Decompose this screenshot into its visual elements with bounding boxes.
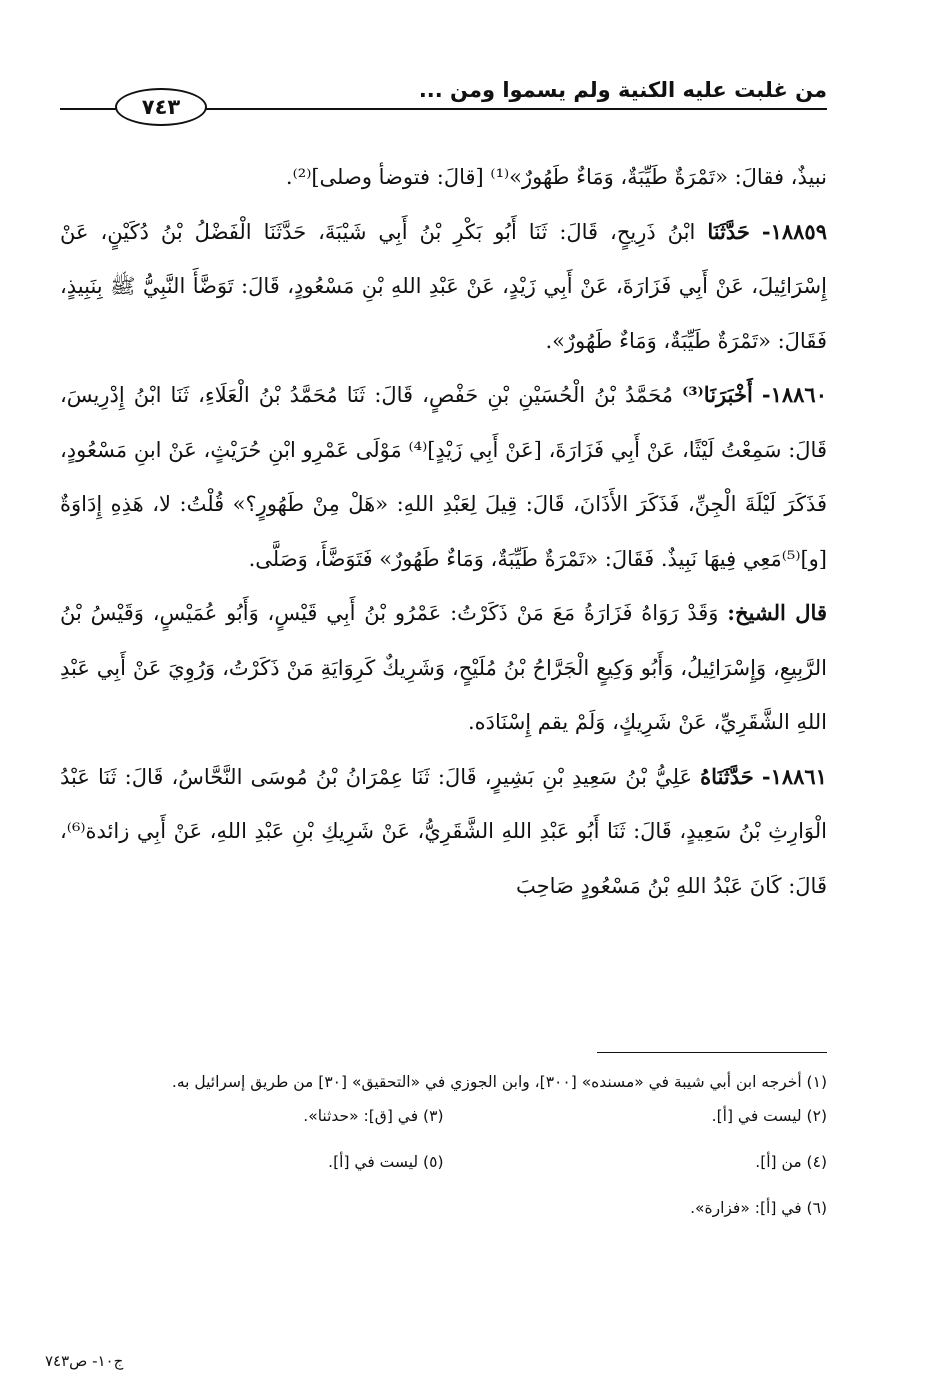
sheikh-comment: [60, 586, 827, 750]
hadith-18859: [60, 205, 827, 369]
running-head: من غلبت عليه الكنية ولم يسموا ومن ...: [418, 78, 827, 102]
hadith-text: مُحَمَّدُ بْنُ الْحُسَيْنِ بْنِ حَفْصٍ، قَالَ: ثَنَا مُحَمَّدُ بْنُ الْعَلَاءِ، ثَنَا ابْنُ إِدْرِيسَ، قَالَ: سَمِعْتُ لَيْثًا، عَنْ أَبِي فَزَارَةَ، [عَنْ أَبِي زَيْدٍ]⁽⁴⁾ مَوْلَى عَمْرِو ابْنِ حُرَيْثٍ، عَنْ ابنِ مَسْعُودٍ، فَذَكَرَ لَيْلَةَ الْجِنِّ، فَذَكَرَ الأَذَانَ، قَالَ: قِيلَ لِعَبْدِ اللهِ: «هَلْ مِنْ طَهُورٍ؟» قُلْتُ: لا، هَذِهِ إِدَاوَةٌ [و]⁽⁵⁾مَعِي فِيهَا نَبِيذٌ. فَقَالَ: «تَمْرَةٌ طَيِّبَةٌ، وَمَاءٌ طَهُورٌ» فَتَوَضَّأَ، وَصَلَّى.: [60, 383, 827, 571]
paragraph-text: نبيذٌ، فقالَ: «تَمْرَةٌ طَيِّبَةٌ، وَمَاءٌ طَهُورٌ»⁽¹⁾ [قالَ: فتوضأ وصلى]⁽²⁾.: [285, 165, 827, 189]
page-number: ٧٤٣: [115, 88, 207, 126]
hadith-number: ١٨٨٦١-: [761, 763, 827, 789]
footnote-3: (٣) في [ق]: «حدثنا».: [303, 1107, 444, 1125]
page-header: [60, 70, 827, 120]
hadith-text: عَلِيُّ بْنُ سَعِيدِ بْنِ بَشِيرٍ، قَالَ: ثَنَا عِمْرَانُ بْنُ مُوسَى النَّحَّاسُ، قَالَ: ثَنَا عَبْدُ الْوَارِثِ بْنُ سَعِيدٍ، قَالَ: ثَنَا أَبُو عَبْدِ اللهِ الشَّقَرِيُّ، عَنْ شَرِيكِ بْنِ عَبْدِ اللهِ، عَنْ أَبِي زائدة⁽⁶⁾، قَالَ: كَانَ عَبْدُ اللهِ بْنُ مَسْعُودٍ صَاحِبَ: [60, 764, 827, 898]
sheikh-label: قال الشيخ:: [727, 600, 827, 625]
footnotes: [80, 1068, 827, 1222]
sheikh-text: وَقَدْ رَوَاهُ فَزَارَةُ مَعَ مَنْ ذَكَرْتُ: عَمْرُو بْنُ أَبِي قَيْسٍ، وَأَبُو عُمَيْسٍ، وَقَيْسُ بْنُ الرَّبِيعِ، وَإِسْرَائِيلُ، وَأَبُو وَكِيعٍ الْجَرَّاحُ بْنُ مُلَيْحٍ، وَشَرِيكٌ كَرِوَايَةِ مَنْ ذَكَرْتُ، وَرُوِيَ عَنْ أَبِي عَبْدِ اللهِ الشَّقَرِيِّ، عَنْ شَرِيكٍ، وَلَمْ يقم إِسْنَادَه.: [60, 601, 827, 734]
footnote-6: (٦) في [أ]: «فزارة».: [690, 1199, 827, 1217]
footnote-5: (٥) ليست في [أ].: [328, 1153, 444, 1171]
footnote-1: (١) أخرجه ابن أبي شيبة في «مسنده» [٣٠٠]، وابن الجوزي في «التحقيق» [٣٠] من طريق إسرائيل به.: [171, 1073, 827, 1091]
hadith-18861: [60, 750, 827, 914]
transmission-keyword: حَدَّثَنَا: [707, 218, 750, 244]
hadith-number: ١٨٨٦٠-: [761, 382, 827, 407]
transmission-keyword: أَخْبَرَنَا⁽³⁾: [682, 382, 753, 407]
footnote-grid: [80, 1102, 827, 1222]
transmission-keyword: حَدَّثَنَاهُ: [700, 763, 754, 789]
main-text: [60, 150, 827, 913]
footnote-rule: [597, 1052, 827, 1053]
hadith-number: ١٨٨٥٩-: [761, 218, 827, 244]
volume-page-signature: ج١٠- ص٧٤٣: [45, 1352, 124, 1370]
hadith-18860: [60, 368, 827, 586]
hadith-text: ابْنُ ذَرِيحٍ، قَالَ: ثَنَا أَبُو بَكْرِ بْنُ أَبِي شَيْبَةَ، حَدَّثَنَا الْفَضْلُ بْنُ دُكَيْنٍ، عَنْ إِسْرَائِيلَ، عَنْ أَبِي فَزَارَةَ، عَنْ أَبِي زَيْدٍ، عَنْ عَبْدِ اللهِ بْنِ مَسْعُودٍ، قَالَ: تَوَضَّأَ النَّبِيُّ ﷺ بِنَبِيذٍ، فَقَالَ: «تَمْرَةٌ طَيِّبَةٌ، وَمَاءٌ طَهُورٌ».: [60, 219, 827, 353]
paragraph-continuation: [60, 150, 827, 205]
footnote-4: (٤) من [أ].: [755, 1153, 827, 1171]
footnote-2: (٢) ليست في [أ].: [711, 1107, 827, 1125]
